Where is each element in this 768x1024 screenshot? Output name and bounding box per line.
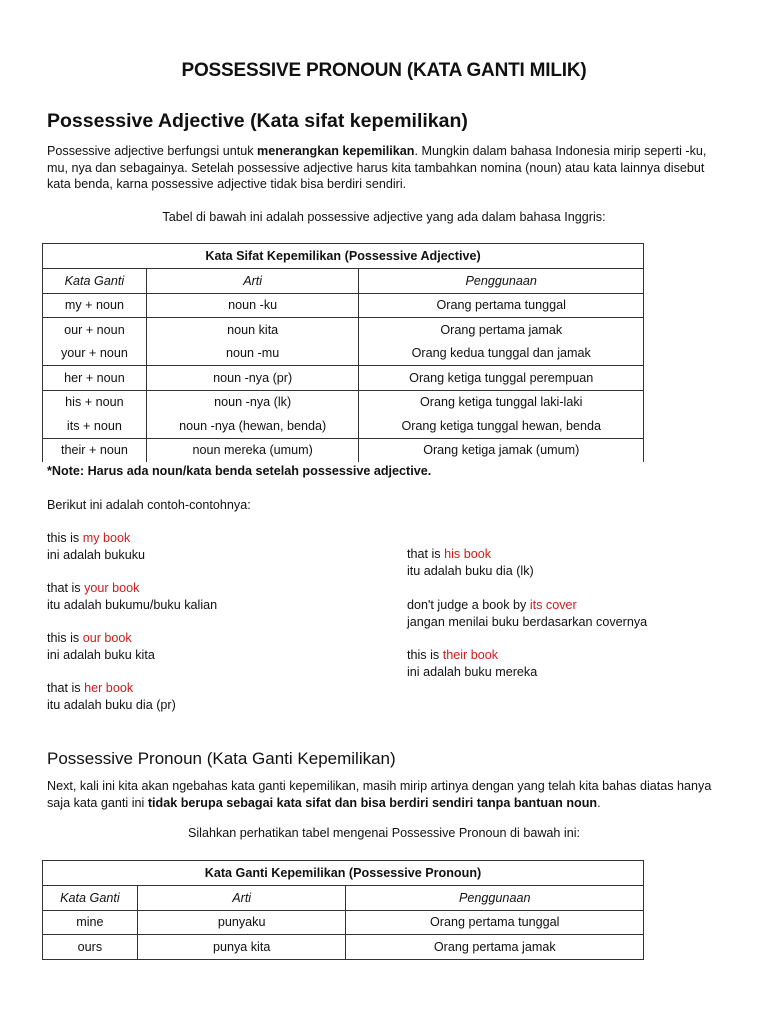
cell: their + noun <box>43 438 147 462</box>
header-kata-ganti: Kata Ganti <box>43 269 147 294</box>
cell: noun mereka (umum) <box>146 438 359 462</box>
example-item <box>47 630 155 663</box>
table-row <box>43 318 644 342</box>
section-heading-adjective: Possessive Adjective (Kata sifat kepemilikan) <box>47 110 468 132</box>
cell: Orang pertama tunggal <box>359 293 644 318</box>
cell: Orang ketiga jamak (umum) <box>359 438 644 462</box>
cell: noun kita <box>146 318 359 342</box>
cell: Orang pertama tunggal <box>346 910 644 935</box>
adjective-description <box>47 143 727 193</box>
example-translation: jangan menilai buku berdasarkan covernya <box>407 614 648 629</box>
adjective-table-intro: Tabel di bawah ini adalah possessive adjective yang ada dalam bahasa Inggris: <box>162 210 606 224</box>
example-prefix: this is <box>47 531 83 545</box>
table-row <box>43 414 644 438</box>
pronoun-table-caption: Kata Ganti Kepemilikan (Possessive Pronoun) <box>43 861 644 886</box>
example-prefix: that is <box>407 547 445 561</box>
table-row <box>43 910 644 935</box>
adjective-note: *Note: Harus ada noun/kata benda setelah possessive adjective. <box>47 464 432 478</box>
header-arti: Arti <box>146 269 359 294</box>
desc-text: Possessive adjective berfungsi untuk <box>47 144 258 158</box>
example-item <box>47 680 176 713</box>
cell: Orang ketiga tunggal laki-laki <box>359 390 644 414</box>
pronoun-table <box>42 860 644 960</box>
cell: punya kita <box>137 935 346 960</box>
example-highlight: her book <box>84 681 134 695</box>
cell: ours <box>43 935 138 960</box>
table-row <box>43 438 644 462</box>
adjective-table-caption: Kata Sifat Kepemilikan (Possessive Adjective) <box>43 244 644 269</box>
header-kata-ganti: Kata Ganti <box>43 886 138 911</box>
table-row <box>43 366 644 391</box>
table-row <box>43 293 644 318</box>
cell: punyaku <box>137 910 346 935</box>
example-highlight: its cover <box>529 598 577 612</box>
example-translation: ini adalah buku kita <box>47 647 155 662</box>
adjective-table <box>42 243 644 462</box>
cell: Orang ketiga tunggal hewan, benda <box>359 414 644 438</box>
cell: noun -ku <box>146 293 359 318</box>
pronoun-description <box>47 778 727 811</box>
cell: noun -nya (pr) <box>146 366 359 391</box>
examples-intro: Berikut ini adalah contoh-contohnya: <box>47 498 251 512</box>
example-item <box>47 580 217 613</box>
cell: noun -nya (hewan, benda) <box>146 414 359 438</box>
header-arti: Arti <box>137 886 346 911</box>
cell: my + noun <box>43 293 147 318</box>
section-heading-pronoun: Possessive Pronoun (Kata Ganti Kepemilikan) <box>47 749 396 768</box>
example-translation: itu adalah buku dia (lk) <box>407 563 534 578</box>
cell: noun -mu <box>146 342 359 366</box>
header-penggunaan: Penggunaan <box>346 886 644 911</box>
example-item <box>407 546 534 579</box>
example-highlight: your book <box>84 581 140 595</box>
example-highlight: our book <box>82 631 132 645</box>
table-row <box>43 935 644 960</box>
desc-bold: tidak berupa sebagai kata sifat dan bisa berdiri sendiri tanpa bantuan noun <box>147 795 598 810</box>
desc-text-rest: . Mungkin dalam bahasa Indonesia mirip seperti -ku, mu, nya dan sebagainya. Setelah possessive adjective harus kita tambahkan nomina (noun) atau kata lainnya disebut kata benda, karna possessive adjective tidak bisa berdiri sendiri. <box>47 144 707 191</box>
table-row <box>43 390 644 414</box>
example-prefix: don't judge a book by <box>407 598 530 612</box>
example-translation: ini adalah bukuku <box>47 547 146 562</box>
cell: our + noun <box>43 318 147 342</box>
example-translation: itu adalah bukumu/buku kalian <box>47 597 218 612</box>
desc-text-rest: . <box>597 795 601 810</box>
example-item <box>407 597 647 630</box>
desc-text: Next, kali ini kita akan ngebahas kata ganti kepemilikan, masih mirip artinya dengan yang telah kita bahas diatas hanya saja kata ganti ini <box>47 779 712 810</box>
page-title: POSSESSIVE PRONOUN (KATA GANTI MILIK) <box>181 60 587 81</box>
table-row <box>43 342 644 366</box>
example-translation: ini adalah buku mereka <box>407 664 538 679</box>
cell: Orang pertama jamak <box>359 318 644 342</box>
example-item <box>407 647 537 680</box>
pronoun-table-intro: Silahkan perhatikan tabel mengenai Possessive Pronoun di bawah ini: <box>187 826 581 840</box>
cell: your + noun <box>43 342 147 366</box>
header-penggunaan: Penggunaan <box>359 269 644 294</box>
example-highlight: my book <box>82 531 131 545</box>
cell: her + noun <box>43 366 147 391</box>
example-prefix: that is <box>47 581 85 595</box>
example-prefix: this is <box>47 631 83 645</box>
desc-bold: menerangkan kepemilikan <box>257 144 415 158</box>
example-prefix: this is <box>407 648 443 662</box>
cell: noun -nya (lk) <box>146 390 359 414</box>
cell: Orang pertama jamak <box>346 935 644 960</box>
example-prefix: that is <box>47 681 85 695</box>
example-highlight: his book <box>444 547 492 561</box>
cell: Orang ketiga tunggal perempuan <box>359 366 644 391</box>
cell: mine <box>43 910 138 935</box>
example-translation: itu adalah buku dia (pr) <box>47 697 176 712</box>
cell: Orang kedua tunggal dan jamak <box>359 342 644 366</box>
cell: his + noun <box>43 390 147 414</box>
cell: its + noun <box>43 414 147 438</box>
example-item <box>47 530 145 563</box>
example-highlight: their book <box>442 648 499 662</box>
